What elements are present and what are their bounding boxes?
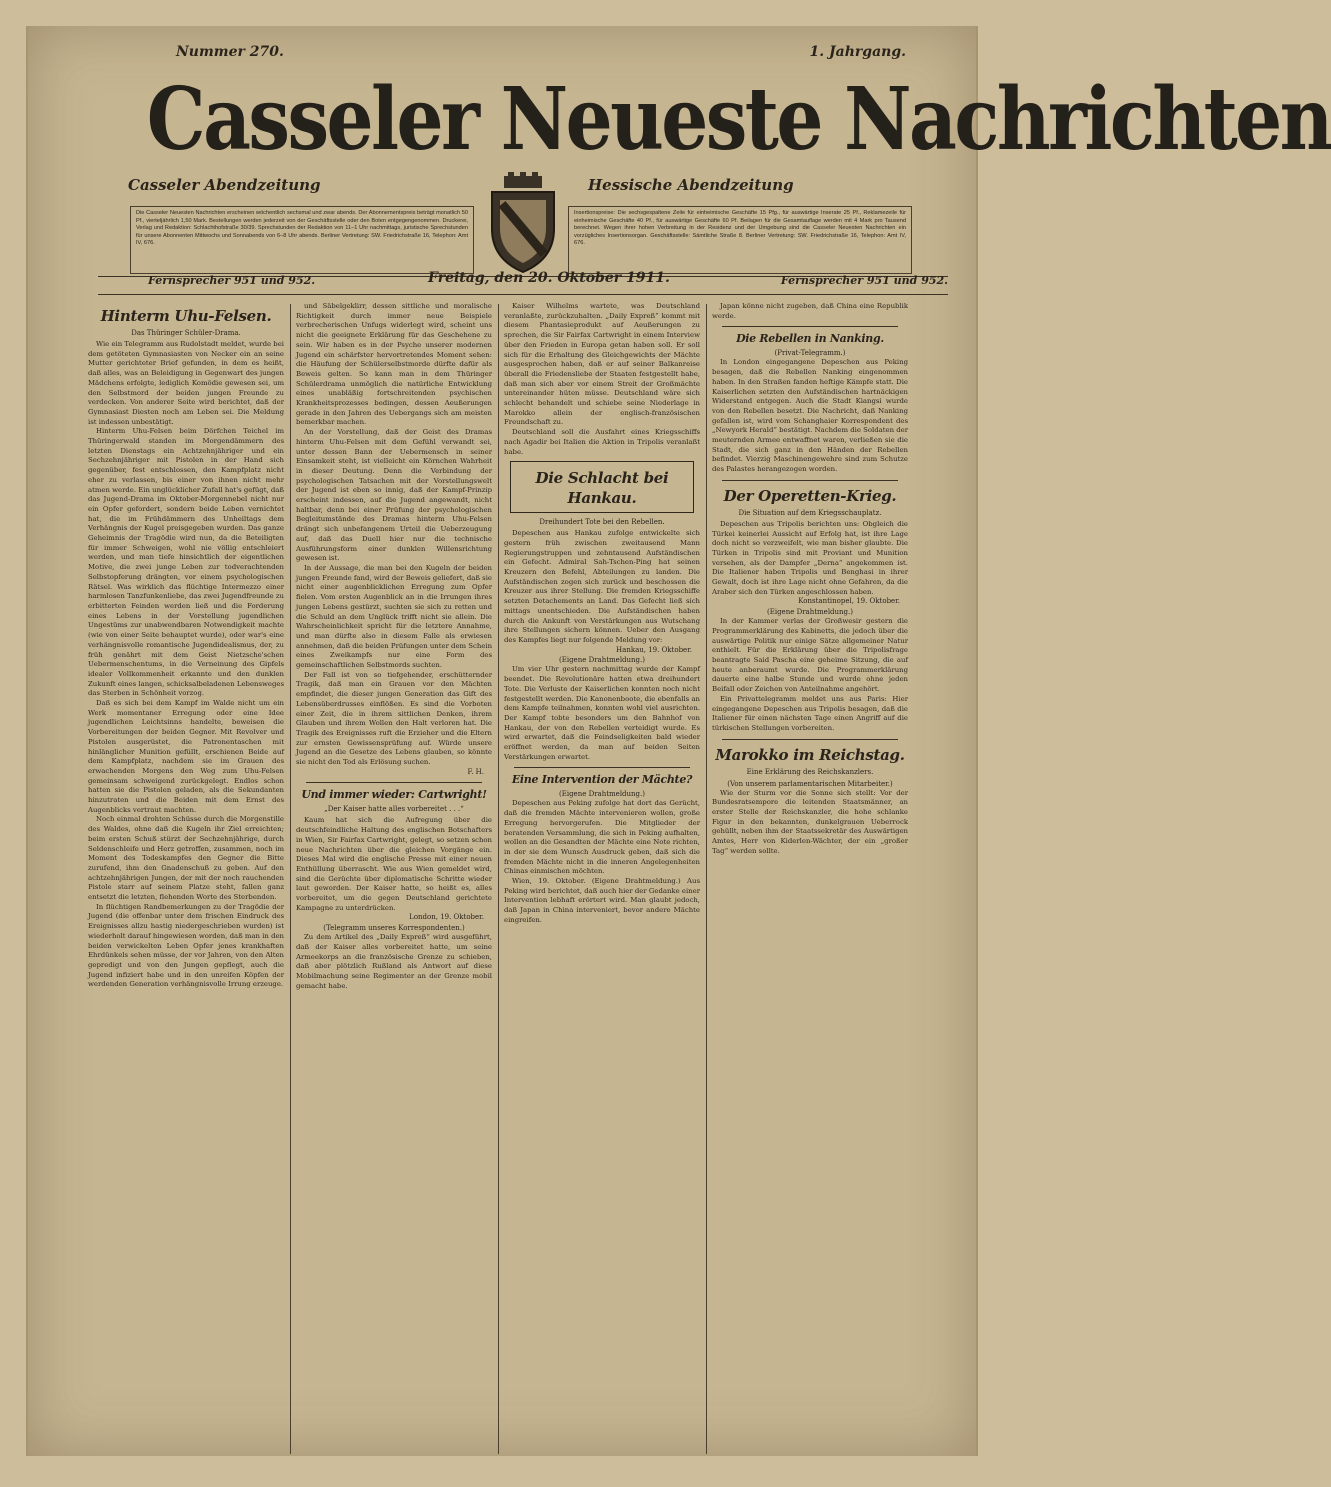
kicker-kriegsschauplatz: Die Situation auf dem Kriegsschauplatz.	[738, 508, 882, 517]
issue-date: Freitag, den 20. Oktober 1911.	[428, 270, 670, 286]
headline-intervention: Eine Intervention der Mächte?	[511, 773, 693, 787]
advertising-info-box: Insertionspreise: Die sechsgespaltene Zeile für einheimische Geschäfte 15 Pfg., für auswärtige Inserate 25 Pf., Reklamezeile für einheimische Geschäfte 40 Pf., für auswärtige Geschäfte 60 Pf. Beilagen für die Gesamtauflage werden mit 4 Mark pro Tausend berechnet. Wegen ihrer hohen Verbreitung in der Residenz und der Umgebung sind die Casseler Neuesten Nachrichten ein vorzügliches Insertionsorgan. Geschäftsstelle: Sämtliche Straße 8. Berliner Vertretung: SW. Friedrichstraße 16, Telephon: Amt IV, 676.	[568, 206, 912, 274]
dateline-london: London, 19. Oktober.	[409, 913, 484, 922]
headline-marokko: Marokko im Reichstag.	[715, 745, 905, 764]
volume-year: 1. Jahrgang.	[809, 44, 906, 60]
paragraph: An der Vorstellung, daß der Geist des Dramas hinterm Uhu-Felsen mit dem Gefühl verwandt sei, unter dessen Bann der Uebermensch in seiner Einsamkeit steht, ist vielleicht ein Körnchen Wahrheit in dieser Deutung. Denn die Verbindung der psychologischen Tatsachen mit der Vorstellungswelt der Jugend ist eben so innig, daß der Kampf-Prinzip erscheint indessen, auf die Jugend angewandt, nicht haltbar, denn bei einer Prüfung der psychologischen Begleitumstände des Dramas hinterm Uhu-Felsen drängt sich unbefangenem Urteil die Ueberzeugung auf, daß das Duell hier nur die technische Ausführungsform einer dunklen Willensrichtung gewesen ist.	[296, 428, 492, 563]
paragraph: Depeschen aus Hankau zufolge entwickelte sich gestern früh zwischen zweitausend Mann Regierungstruppen und zehntausend Aufständischen ein Gefecht. Admiral Sah-Tschen-Ping hat seinen Kreuzern den Befehl, Abteilungen zu landen. Die Aufständischen zogen sich zurück und beschossen die Kreuzer aus ihrer Stellung. Die fremden Kriegsschiffe setzten Detachements an Land. Das Gefecht ließ sich mittags unentschieden. Die Aufständischen haben durch die Ankunft von Verstärkungen aus Wutschang ihre Stellungen sichern können. Ueber den Ausgang des Kampfes liegt nur folgende Meldung vor:	[504, 529, 700, 644]
subtitle-right: Hessische Abendzeitung	[588, 176, 794, 194]
issue-number: Nummer 270.	[176, 44, 284, 60]
paragraph: Deutschland soll die Ausfahrt eines Kriegsschiffs nach Agadir bei Italien die Aktion in Tripolis veranlaßt habe.	[504, 428, 700, 456]
column-4	[712, 302, 908, 1487]
headline-uhu-felsen: Hinterm Uhu-Felsen.	[100, 307, 272, 325]
paragraph: Zu dem Artikel des „Daily Expreß“ wird ausgeführt, daß der Kaiser alles vorbereitet hatte, um seine Armeekorps an die französische Grenze zu schieben, daß aber plötzlich Rußland als Antwort auf diese Mobilmachung seine Regimenter an der Grenze mobil gemacht habe.	[296, 933, 492, 990]
newspaper-page	[26, 26, 1331, 1456]
paragraph: Depeschen aus Tripolis berichten uns: Obgleich die Türkei keinerlei Aussicht auf Erfolg hat, ist ihre Lage doch nicht so verzweifelt, wie man bisher glaubte. Die Türken in Tripolis sind mit Proviant und Munition versehen, als der Dampfer „Derna“ angekommen ist. Die Italiener haben Tripolis und Benghasi in ihrer Gewalt, doch ist ihre Lage nicht ohne Gefahren, da die Araber sich den Türken angeschlossen haben.	[712, 519, 908, 596]
kicker-schueler-drama: Das Thüringer Schüler-Drama.	[131, 329, 241, 337]
telegram-note: (Eigene Drahtmeldung.)	[767, 608, 853, 617]
dateline-konstantinopel: Konstantinopel, 19. Oktober.	[798, 597, 900, 606]
column-divider	[498, 304, 499, 1454]
kicker-kaiser: „Der Kaiser hatte alles vorbereitet . . .“	[324, 805, 464, 814]
headline-hankau: Die Schlacht bei Hankau.	[535, 469, 669, 508]
paragraph: Daß es sich bei dem Kampf im Walde nicht um ein Werk momentaner Erregung oder eine Idee jugendlichen Leichtsinns handelte, beweisen die Vorbereitungen der beiden Gegner. Mit Revolver und Pistolen ausgerüstet, die Patronentaschen mit hinlänglicher Munition gefüllt, erschienen Beide auf dem Kampfplatz, nachdem sie im Grauen des erwachenden Morgens den Weg zum Uhu-Felsen gemeinsam schweigend zurückgelegt. Endlos schon hatten sie die Pistolen geladen, als die Sekundanten hinzutraten und die Beiden mit dem Ernst des Augenblicks vertraut machten.	[88, 699, 284, 814]
telegram-note: (Von unserem parlamentarischen Mitarbeiter.)	[727, 779, 893, 788]
paragraph: Der Fall ist von so tiefgehender, erschütternder Tragik, daß man ein Grauen vor den Mächten empfindet, die dieser jungen Generation das Gift des Lebensüberdrusses einflößen. Es sind die Vorboten einer Zeit, die in ihrem sittlichen Denken, ihrem Glauben und ihrem Wollen den Halt verloren hat. Die Tragik des Ereignisses ruft die Erzieher und die Eltern zur ernsten Gewissensprüfung auf. Würde unsere Jugend an die Gesetze des Lebens glauben, so könnte sie nicht den Tod als Erlösung suchen.	[296, 670, 492, 767]
section-divider	[722, 480, 898, 481]
article-columns	[88, 302, 936, 1487]
paragraph: Depeschen aus Peking zufolge hat dort das Gerücht, daß die fremden Mächte intervenieren wollen, große Erregung hervorgerufen. Die Mitglieder der beratenden Versammlung, die sich in Peking aufhalten, wollen an die Gesandten der Mächte eine Note richten, in der sie dem Wunsch Ausdruck geben, daß sich die fremden Mächte nicht in die inneren Angelegenheiten Chinas einmischen möchten.	[504, 799, 700, 876]
column-3	[504, 302, 700, 1487]
paragraph: Ein Privattelegramm meldet uns aus Paris: Hier eingegangene Depeschen aus Tripolis besagen, daß die Italiener für einen nächsten Tage einen Angriff auf die türkischen Stellungen vorbereiten.	[712, 694, 908, 732]
paragraph: In flüchtigen Randbemerkungen zu der Tragödie der Jugend (die offenbar unter dem frischen Eindruck des Ereignisses allzu hastig niedergeschrieben wurden) ist wiederholt darauf hingewiesen worden, daß man in den beiden verwickelten Leben Opfer jenes krankhaften Ehrdünkels sehen müsse, der vor Jahren, von den Alten gepredigt und von den Jungen gepflegt, auch die Jugend infiziert habe und in den unreifen Köpfen der werdenden Generation verhängnisvolle Irrung erzeuge.	[88, 902, 284, 989]
telegram-note: (Eigene Drahtmeldung.)	[559, 656, 645, 665]
newspaper-title: Casseler Neueste Nachrichten	[146, 69, 1331, 170]
kicker-hankau: Dreihundert Tote bei den Rebellen.	[539, 518, 665, 527]
paragraph: Wien, 19. Oktober. (Eigene Drahtmeldung.) Aus Peking wird berichtet, daß auch hier der Gedanke einer Intervention lebhaft erörtert wird. Man glaubt jedoch, daß Japan in China interveniert, bevor andere Mächte eingreifen.	[504, 877, 700, 924]
headline-operetten-krieg: Der Operetten-Krieg.	[723, 486, 897, 505]
author-signature: F. H.	[467, 767, 484, 776]
column-divider	[706, 304, 707, 1454]
paragraph: Japan könne nicht zugeben, daß China eine Republik werde.	[712, 302, 908, 320]
paragraph: und Säbelgeklirr, dessen sittliche und moralische Richtigkeit durch immer neue Beispiele verbrecherischen Unfugs widerlegt wird, scheint uns nicht die geeignete Erklärung für das Geschehene zu sein. Wir haben es in der Psyche unserer modernen Jugend ein schärfster hervortretendes Moment sehen: die Häufung der Schülerselbstmorde dürfte dafür als Beweis gelten. So kann man in dem Thüringer Schülerdrama unmöglich die natürliche Entwicklung eines unabläßig fortschreitenden psychischen Krankheitsprozesses bedingen, dessen Aeußerungen gerade in den Jahren des Uebergangs sich am meisten bemerkbar machen.	[296, 302, 492, 427]
section-divider	[722, 326, 898, 327]
dateline-bar	[98, 270, 948, 292]
telegram-note: (Eigene Drahtmeldung.)	[559, 790, 645, 799]
masthead-top-row	[176, 44, 906, 64]
headline-box	[510, 461, 694, 513]
phone-left: Fernsprecher 951 und 952.	[148, 274, 316, 287]
paragraph: Um vier Uhr gestern nachmittag wurde der Kampf beendet. Die Revolutionäre hatten etwa dreihundert Tote. Die Verluste der Kaiserlichen konnten noch nicht festgestellt werden. Die Kanonenboote, die ebenfalls an dem Kampfe teilnahmen, konnten wohl viel ausrichten. Der Kampf tobte besonders um den Bahnhof von Hankau, der von den Rebellen verteidigt wurde. Es wird erwartet, daß die Feindseligkeiten bald wieder eröffnet werden, da man auf beiden Seiten Verstärkungen erwartet.	[504, 665, 700, 761]
phone-right: Fernsprecher 951 und 952.	[780, 274, 948, 287]
paragraph: Wie der Sturm vor die Sonne sich stellt: Vor der Bundesratsempore die leitenden Staatsmänner, an erster Stelle der Reichskanzler, die hohe schlanke Figur in den bekannten, dunkelgrauen Ueberrock gehüllt, neben ihm der Staatssekretär des Auswärtigen Amtes, Herr von Kiderlen-Wächter, der ein „großer Tag“ werden sollte.	[712, 788, 908, 855]
paragraph: In der Kammer verlas der Großwesir gestern die Programmerklärung des Kabinetts, die jedoch über die auswärtige Politik nur einige Sätze allgemeiner Natur enthielt. Für die Erklärung über die Tripolisfrage beantragte Said Pascha eine geheime Sitzung, die auf heute anberaumt wurde. Die Programmerklärung dauerte eine halbe Stunde und wurde ohne jeden Beifall oder Zeichen von Anteilnahme angehört.	[712, 617, 908, 694]
paragraph: Kaiser Wilhelms wartete, was Deutschland veranlaßte, zurückzuhalten. „Daily Expreß“ kommt mit diesem Phantasieprodukt auf Aeußerungen zu sprechen, die Sir Fairfax Cartwright in einem Interview über den Frieden in Europa getan haben soll. Er soll sich für die Erhaltung des Gleichgewichts der Mächte ausgesprochen haben, daß er auf seiner Balkanreise überall die Friedensliebe der Staaten festgestellt habe, daß man sich aber vor einem Streit der Großmächte untereinander hüten müsse. Deutschland wäre sich schlecht behandelt und schiebe seine Niederlage in Marokko allein der englisch-französischen Freundschaft zu.	[504, 302, 700, 427]
paragraph: Hinterm Uhu-Felsen beim Dörfchen Teichel im Thüringerwald standen im Morgendämmern des letzten Dienstags ein Achtzehnjähriger und ein Sechzehnjähriger mit Pistolen in der Hand sich gegenüber, fest entschlossen, den Kampfplatz nicht eher zu verlassen, bis einer von ihnen nicht mehr atmen werde. Ein unglücklicher Zufall hat's gefügt, daß das Jugend-Drama im Oktober-Morgennebel nicht nur ein Opfer gefordert, sondern beide Leben vernichtet hat, die im Frühdämmern des Unheiltags dem Verhängnis der Kugel preisgegeben wurden. Das ganze Geheimnis der Tragödie wird nun, da die Beteiligten für immer Schweigen, wohl nie völlig entschleiert werden, und man tiefe hinsichtlich der eigentlichen Motive, die zwei junge Leben zur todverachtenden Selbstopferung drängten, vor einem psychologischen Rätsel. Was wirklich das flüchtige Intermezzo einer harmlosen Tanzfunkenliebe, das zwei Jugendfreunde zu erbitterten Feinden werden ließ und die Forderung eines Lebens in der Vorstellung jugendlichen Ungestüms zur unabwendbaren Notwendigkeit machte (wie von einer Seite behauptet wurde), oder war's eine verhängnisvolle romantische Jugendidealismus, der, zu früh genährt mit dem Geist Nietzsche'schen Uebermenschentums, in die Verneinung des Gipfels idealer Vollkommenheit erkannte und den dunklen Zukunft eines langen, schicksalbeladenen Lebensweges das Sterben in Schönheit vorzog.	[88, 427, 284, 698]
coat-of-arms-icon	[482, 174, 564, 274]
headline-cartwright: Und immer wieder: Cartwright!	[301, 788, 487, 802]
paragraph: Kaum hat sich die Aufregung über die deutschfeindliche Haltung des englischen Botschafters in Wien, Sir Fairfax Cartwright, gelegt, so setzen schon neue Nachrichten über die gleichen Vorgänge ein. Dieses Mal wird die englische Presse mit einer neuen Enthüllung überrascht. Wie aus Wien gemeldet wird, sind die Gerüchte über diplomatische Schritte wieder laut geworden. Der Kaiser hatte, so heißt es, alles vorbereitet, um die gegen Deutschland gerichtete Kampagne zu unterdrücken.	[296, 816, 492, 912]
dateline-hankau: Hankau, 19. Oktober.	[616, 645, 692, 654]
subtitle-left: Casseler Abendzeitung	[128, 176, 321, 194]
headline-nanking: Die Rebellen in Nanking.	[736, 332, 884, 346]
subscription-info-box: Die Casseler Neuesten Nachrichten erscheinen wöchentlich sechsmal und zwar abends. Der Abonnementspreis beträgt monatlich 50 Pf., vierteljährlich 1,50 Mark. Bestellungen werden jederzeit von der Geschäftsstelle oder den Boten entgegengenommen. Druckerei, Verlag und Redaktion: Schlachthofstraße 30/39. Sprechstunden der Redaktion von 11–1 Uhr nachmittags, juristische Sprechstunden für unsere Abonnenten Mittwochs und Sonnabends von 6–8 Uhr abends. Berliner Vertretung: SW. Friedrichstraße 16, Telephon: Amt IV, 676.	[130, 206, 474, 274]
column-2	[296, 302, 492, 1487]
column-divider	[290, 304, 291, 1454]
telegram-note: (Privat-Telegramm.)	[774, 349, 846, 358]
paragraph: In der Aussage, die man bei den Kugeln der beiden jungen Freunde fand, wird der Beweis geliefert, daß sie nicht einer augenblicklichen Erregung zum Opfer fielen. Vom ersten Augenblick an in die Irrungen ihres jungen Lebens gestürzt, suchten sie sich zu retten und die Schuld an dem Unglück trifft nicht sie allein. Die Wahrscheinlichkeit spricht für die letztere Annahme, und man dürfte also in diesem Falle als erwiesen annehmen, daß die beiden Prüfungen unter dem Schein eines Zweikampfs nur eine Form des gemeinschaftlichen Selbstmords suchten.	[296, 563, 493, 670]
column-1	[88, 302, 284, 1487]
paragraph: In London eingegangene Depeschen aus Peking besagen, daß die Rebellen Nanking eingenommen haben. In den Straßen fanden heftige Kämpfe statt. Die Kaiserlichen setzten den Aufständischen hartnäckigen Widerstand entgegen. Auch die Stadt Kiangsi wurde von den Rebellen besetzt. Die Nachricht, daß Nanking gefallen ist, wird vom Schanghaier Korrespondent des „Newyork Herald“ bestätigt. Nachdem die Soldaten der meuternden Armee entwaffnet waren, verließen sie die Stadt, die sich ganz in den Händen der Rebellen befindet. Vierzig Maschinengewehre sind zum Schutze des Palastes herangezogen worden.	[712, 358, 908, 474]
section-divider	[306, 782, 482, 783]
telegram-note: (Telegramm unseres Korrespondenten.)	[323, 924, 465, 933]
section-divider	[722, 739, 898, 740]
header-rule-bottom	[98, 294, 948, 295]
kicker-reichskanzler: Eine Erklärung des Reichskanzlers.	[746, 767, 874, 776]
section-divider	[514, 767, 690, 768]
paragraph: Wie ein Telegramm aus Rudolstadt meldet, wurde bei dem getöteten Gymnasiasten von Necker ein an seine Mutter gerichteter Brief gefunden, in dem es heißt, daß alles, was an Beleidigung in Gegenwart des jungen Mädchens erfolgte, lediglich Komödie gewesen sei, um den Selbstmord der beiden jungen Freunde zu verdecken. Von anderer Seite wird berichtet, daß der Gymnasiast Diesten noch am Leben sei. Die Meldung ist indessen unbestätigt.	[88, 340, 284, 426]
paragraph: Noch einmal drohten Schüsse durch die Morgenstille des Waldes, ohne daß die Kugeln ihr Ziel erreichten; beim ersten Schuß stürzt der Sechzehnjährige, durch Seldenschleife und Herz getroffen, zusammen, noch im Moment des Todeskampfes den Gegner die Bitte zurufend, ihm den Gnadenschuß zu geben. Auf den achtzehnjährigen Jungen, der mit der noch rauchenden Pistole starr auf seinem Platze steht, fallen ganz entsetzt die letzten, flehenden Worte des Sterbenden.	[88, 815, 284, 902]
